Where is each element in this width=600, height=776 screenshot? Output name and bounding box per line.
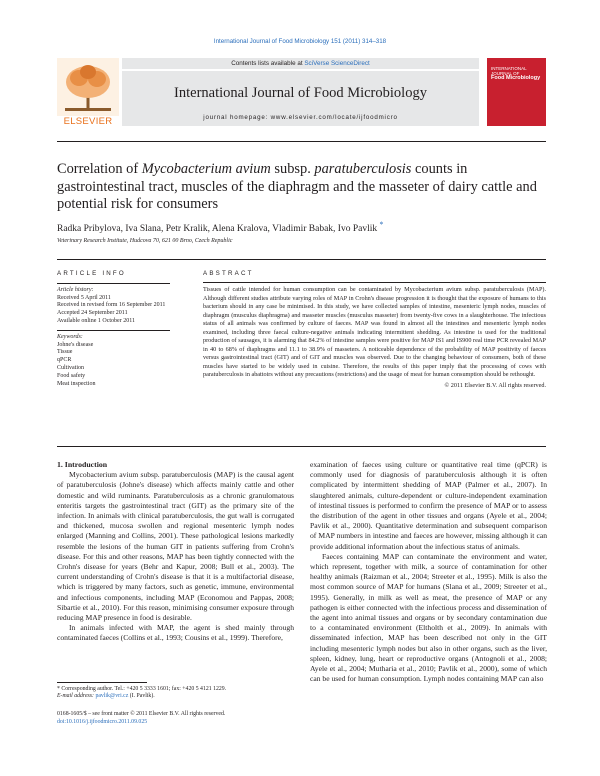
body-column-right (310, 460, 547, 684)
footnote (57, 686, 294, 701)
journal-homepage (122, 114, 479, 121)
keyword: qPCR (57, 357, 72, 364)
journal-title-box (122, 71, 479, 126)
abstract (203, 270, 546, 389)
paragraph: Faeces containing MAP can contaminate the environment and water, which represent, together with milk, a source of contamination for other healthy animals (Raizman et al., 2004; Streeter et al., 1995). Milk is also the most common source of MAP for humans (Slana et al., 2009; Streeter et al., 1995). Generally, in milk as well as meat, the presence of MAP or any pathogen is either connected with the infectious process and dissemination of the agent into animal tissues and organs or by secondary contamination due to a contaminated environment (Eltholth et al., 2009). In animals with disseminated infection, MAP has been described not only in the GIT including mesenteric lymph nodes but also in other organs, such as the liver, spleen, kidney, lung, heart or reproductive organs (Antognoli et al., 2008; Ayele et al., 2004; Mutharia et al., 2010; Pavlik et al., 2000), some of which can be used for human consumption. Lymph nodes containing MAP can also (310, 551, 547, 684)
keywords-label: Keywords: (57, 333, 83, 340)
history-item: Accepted 24 September 2011 (57, 310, 128, 317)
footnote-rule (57, 682, 147, 683)
contents-line (122, 58, 479, 69)
journal-cover-image (487, 58, 546, 126)
front-matter (57, 711, 357, 726)
history-item: Available online 1 October 2011 (57, 317, 135, 324)
keyword: Food safety (57, 372, 86, 379)
body-column-left (57, 460, 294, 644)
abstract-rule (203, 282, 546, 283)
email-suffix: (I. Pavlik). (128, 693, 155, 700)
title-part2: subsp. (270, 161, 315, 177)
footnote-corresponding: * Corresponding author. Tel.: +420 5 3333 1601; fax: +420 5 4121 1229. (57, 686, 227, 692)
title-italic2: paratuberculosis (314, 161, 412, 177)
paragraph: In animals infected with MAP, the agent is shed mainly through contaminated faeces (Collins et al., 1993; Cousins et al., 1999). Therefore, (57, 623, 294, 643)
abstract-bottom-rule (57, 446, 546, 447)
homepage-url[interactable]: www.elsevier.com/locate/ijfoodmicro (270, 114, 398, 121)
email-label: E-mail address: (57, 693, 96, 700)
article-info-heading: ARTICLE INFO (57, 270, 126, 277)
journal-reference[interactable]: International Journal of Food Microbiology 151 (2011) 314–318 (213, 38, 387, 45)
cover-text-line2: Food Microbiology (491, 75, 541, 81)
cover-text (491, 66, 542, 84)
keyword: Johne's disease (57, 341, 94, 348)
title-part3: counts in gastrointestinal tract, muscles of the diaphragm and the masseter of dairy cattle and potential risk for consumers (57, 161, 537, 212)
paragraph: Mycobacterium avium subsp. paratuberculosis (MAP) is the causal agent of paratuberculosis (Johne's disease) which affects mainly cattle and other domestic and wild ruminants. Paratuberculosis as a chronic granulomatous enteritis targets the gastrointestinal tract (GIT) as the primary site of the infection. In animals with clinical paratuberculosis, the gut wall is corrugated and thickened, mucosa swollen and regional mesenteric lymph nodes enlarged (Manning and Collins, 2001). These pathological lesions markedly resemble the lesions of the human GIT in patients suffering from Crohn's disease. For this and other reasons, MAP has been tightly connected with the Crohn's disease for years (Behr and Kapur, 2008; Bull et al., 2003). The current understanding of Crohn's disease is that it is a multifactorial disease, which is triggered by many factors, such as genetic, immune, environmental and infectious components, including MAP (Economou and Pappas, 2008; Sibartie et al., 2010). For this reason, minimising consumer exposure through reducing MAP presence in food is desirable. (57, 470, 294, 623)
copyright: © 2011 Elsevier B.V. All rights reserved. (444, 382, 546, 390)
abstract-heading: ABSTRACT (203, 270, 254, 277)
history-item: Received in revised form 16 September 2011 (57, 302, 166, 309)
history-label: Article history: (57, 286, 94, 293)
title-part1: Correlation of (57, 161, 142, 177)
publisher-name: ELSEVIER (63, 116, 113, 127)
sciencedirect-link[interactable]: SciVerse ScienceDirect (304, 60, 370, 67)
journal-title: International Journal of Food Microbiology (174, 85, 427, 101)
title-italic1: Mycobacterium avium (141, 161, 271, 177)
corresponding-author-mark[interactable]: * (379, 220, 384, 229)
homepage-prefix: journal homepage: (203, 114, 271, 121)
keyword: Meat inspection (57, 380, 96, 387)
header-rule (57, 141, 546, 142)
article-history (57, 283, 170, 326)
section-heading: 1. Introduction (57, 460, 108, 469)
history-item: Received 5 April 2011 (57, 294, 111, 301)
elsevier-tree-icon (57, 58, 119, 116)
keyword: Cultivation (57, 364, 84, 371)
abstract-text: Tissues of cattle intended for human consumption can be contaminated by Mycobacterium avium subsp. paratuberculosis (MAP). Although different studies attribute varying roles of MAP in Crohn's disease progression it is thought that the exposure of humans to this bacterium should in any case be minimised. In this study, we have collected samples of intestine, mesenteric lymph nodes, muscles of diaphragm (musculus diaphragma) and masseter muscles (musculus masseter) from twenty-five cows in a slaughterhouse. The infectious status of all animals was confirmed by culture of faeces. MAP was found in almost all the intestines and mesenteric lymph nodes examined, including three faecal culture-negative animals indicating intermittent shedding. As intestine is used for the traditional production of sausages, it is alarming that 84.2% of intestine samples were positive for MAP IS1 and IS900 real time PCR revealed MAP in 40 to 68% of diaphragms and 11.1 to 38.9% of masseters. A noticeable dependence of the probability of MAP positivity of faeces versus gastrointestinal tract (GIT) and of GIT and muscles was observed. Due to the changing behaviour of consumers, both of these muscles have started to be widely used in cuisine. Therefore, the results of this paper imply that the processing of cows with paratuberculosis in abattoirs without any precautions (restrictions) and the usage of meat for human consumption should be rethought. (203, 286, 546, 379)
cover-text-line1: INTERNATIONAL JOURNAL OF (491, 66, 527, 76)
section-rule (57, 259, 546, 260)
paper-title (57, 161, 546, 214)
email-link[interactable]: pavlik@vri.cz (95, 693, 129, 700)
keywords-block (57, 330, 170, 389)
authors-text: Radka Pribylova, Iva Slana, Petr Kralik, Alena Kralova, Vladimir Babak, Ivo Pavlik (57, 224, 378, 235)
affiliation: Veterinary Research Institute, Hudcova 70, 621 00 Brno, Czech Republic (57, 238, 233, 244)
doi-link[interactable]: doi:10.1016/j.ijfoodmicro.2011.09.025 (57, 718, 148, 725)
contents-prefix: Contents lists available at (231, 60, 305, 67)
paragraph: examination of faeces using culture or quantitative real time (qPCR) is commonly used for diagnosis of paratuberculosis although it is often complicated by intermittent shedding of MAP (Palmer et al., 2007). In slaughtered animals, culture-dependent or culture-independent examination of intestinal tissues is performed to confirm the presence of MAP or to assess the distribution of the agent in other tissues and organs (Ayele et al., 2004; Pavlik et al., 2000). Quantitative determination and subsequent comparison of MAP numbers in intestine and faeces are however, missing although it can provide additional information about the infectious status of animals. (310, 460, 547, 551)
article-info (57, 270, 170, 388)
keyword: Tissue (57, 349, 73, 356)
author-list (57, 220, 546, 234)
footnote-email-line (57, 693, 294, 700)
issn-line: 0168-1605/$ – see front matter © 2011 Elsevier B.V. All rights reserved. (57, 711, 226, 717)
journal-header (57, 58, 546, 138)
